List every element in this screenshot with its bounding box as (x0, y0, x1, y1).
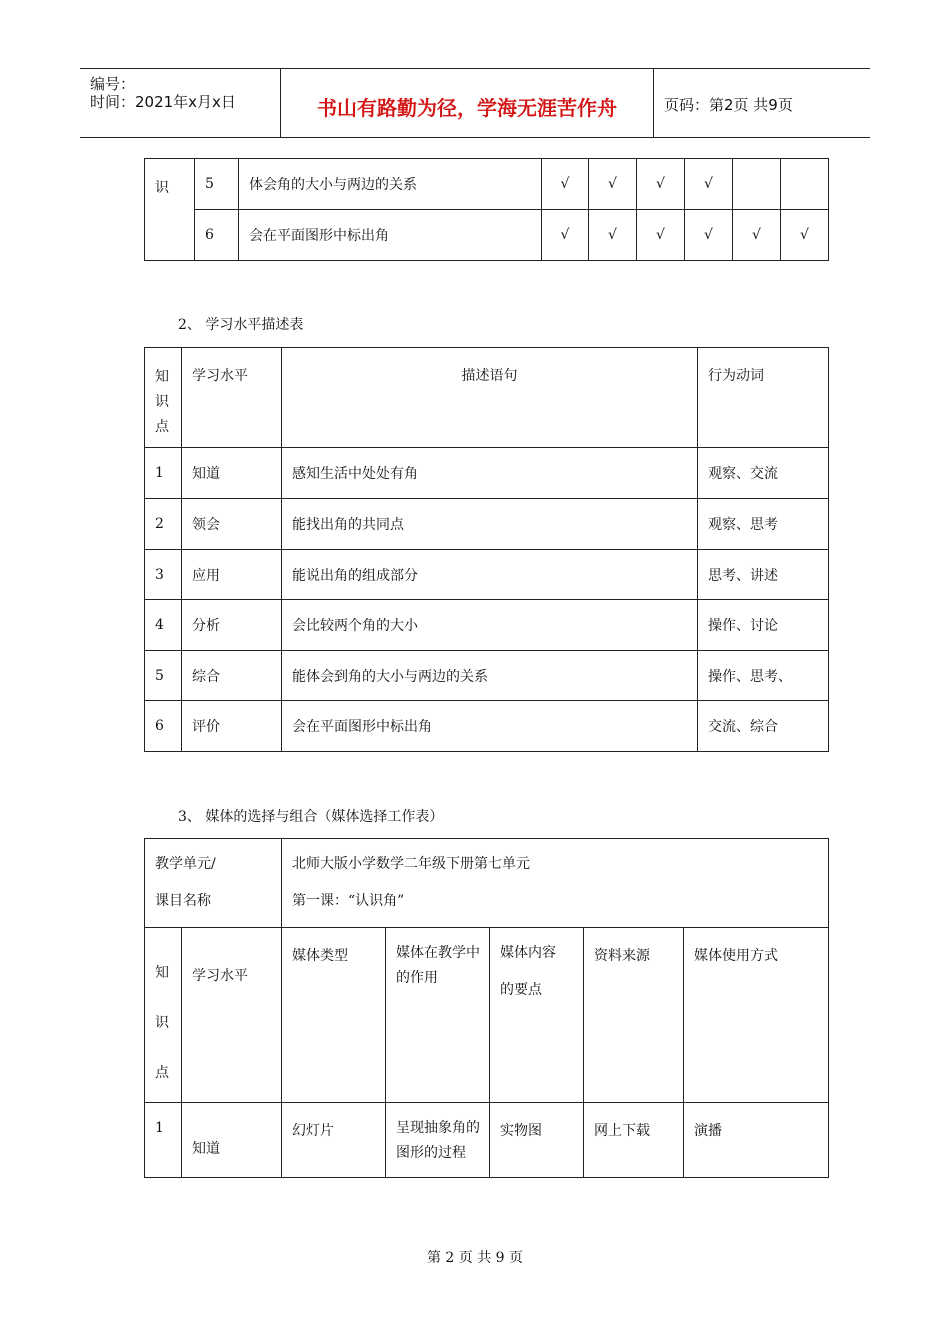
row-num: 3 (145, 550, 182, 600)
desc-cell: 能说出角的组成部分 (282, 550, 698, 600)
check-cell: √ (589, 159, 637, 210)
level-cell: 知道 (182, 448, 282, 499)
level-cell: 评价 (182, 701, 282, 752)
objectives-table (144, 158, 829, 261)
level-cell: 应用 (182, 550, 282, 600)
header-usage: 媒体使用方式 (684, 928, 829, 1103)
learning-level-table (144, 347, 829, 752)
page-label: 页码：第2页 共9页 (664, 96, 793, 114)
row-num: 5 (195, 159, 239, 210)
verb-cell: 观察、交流 (698, 448, 829, 499)
row-num: 6 (195, 210, 239, 261)
verb-cell: 操作、讨论 (698, 600, 829, 651)
section-3-title: 3、 媒体的选择与组合（媒体选择工作表） (178, 809, 444, 825)
row-num: 4 (145, 600, 182, 651)
page-header (80, 68, 870, 138)
header-knowledge-point: 知 识 点 (145, 348, 182, 448)
desc-cell: 会在平面图形中标出角 (282, 701, 698, 752)
check-cell: √ (542, 159, 589, 210)
source-cell: 网上下载 (584, 1103, 684, 1178)
check-cell: √ (685, 210, 733, 261)
verb-cell: 思考、讲述 (698, 550, 829, 600)
level-cell: 领会 (182, 499, 282, 550)
header-media-content: 媒体内容 的要点 (490, 928, 584, 1103)
section-2-title: 2、 学习水平描述表 (178, 317, 304, 333)
check-cell: √ (637, 159, 685, 210)
unit-value-2: 第一课：“认识角” (292, 893, 405, 909)
unit-label-cell (145, 839, 282, 928)
media-role-cell: 呈现抽象角的 图形的过程 (386, 1103, 490, 1178)
check-cell: √ (781, 210, 829, 261)
header-media-role: 媒体在教学中 的作用 (386, 928, 490, 1103)
header-learning-level: 学习水平 (182, 928, 282, 1103)
header-motto-cell (281, 69, 654, 137)
usage-cell: 演播 (684, 1103, 829, 1178)
side-label: 识 (145, 159, 195, 261)
unit-label-2: 课目名称 (155, 893, 211, 909)
desc-cell: 会比较两个角的大小 (282, 600, 698, 651)
media-content-cell: 实物图 (490, 1103, 584, 1178)
header-learning-level: 学习水平 (182, 348, 282, 448)
header-source: 资料来源 (584, 928, 684, 1103)
motto: 书山有路勤为径，学海无涯苦作舟 (317, 96, 617, 120)
unit-label-1: 教学单元/ (155, 856, 216, 872)
header-knowledge-point: 知 识 点 (145, 928, 182, 1103)
header-media-type: 媒体类型 (282, 928, 386, 1103)
media-selection-table (144, 838, 829, 1178)
check-cell: √ (637, 210, 685, 261)
objective-text: 会在平面图形中标出角 (239, 210, 542, 261)
header-description: 描述语句 (282, 348, 698, 448)
desc-cell: 能找出角的共同点 (282, 499, 698, 550)
row-num: 6 (145, 701, 182, 752)
row-num: 1 (145, 448, 182, 499)
media-type-cell: 幻灯片 (282, 1103, 386, 1178)
verb-cell: 观察、思考 (698, 499, 829, 550)
row-num: 2 (145, 499, 182, 550)
page-footer: 第 2 页 共 9 页 (426, 1250, 524, 1266)
header-page-cell (654, 69, 870, 137)
desc-cell: 能体会到角的大小与两边的关系 (282, 651, 698, 701)
unit-value-1: 北师大版小学数学二年级下册第七单元 (292, 856, 530, 872)
header-verb: 行为动词 (698, 348, 829, 448)
check-cell: √ (733, 210, 781, 261)
header-info-cell (80, 69, 281, 137)
level-cell: 综合 (182, 651, 282, 701)
unit-value-cell (282, 839, 829, 928)
check-cell (781, 159, 829, 210)
row-num: 5 (145, 651, 182, 701)
objective-text: 体会角的大小与两边的关系 (239, 159, 542, 210)
verb-cell: 交流、综合 (698, 701, 829, 752)
desc-cell: 感知生活中处处有角 (282, 448, 698, 499)
level-cell: 知道 (182, 1103, 282, 1178)
check-cell (733, 159, 781, 210)
verb-cell: 操作、思考、 (698, 651, 829, 701)
level-cell: 分析 (182, 600, 282, 651)
time-label: 时间：2021年x月x日 (90, 93, 236, 111)
check-cell: √ (685, 159, 733, 210)
number-label: 编号： (90, 75, 136, 93)
check-cell: √ (542, 210, 589, 261)
check-cell: √ (589, 210, 637, 261)
row-num: 1 (145, 1103, 182, 1178)
